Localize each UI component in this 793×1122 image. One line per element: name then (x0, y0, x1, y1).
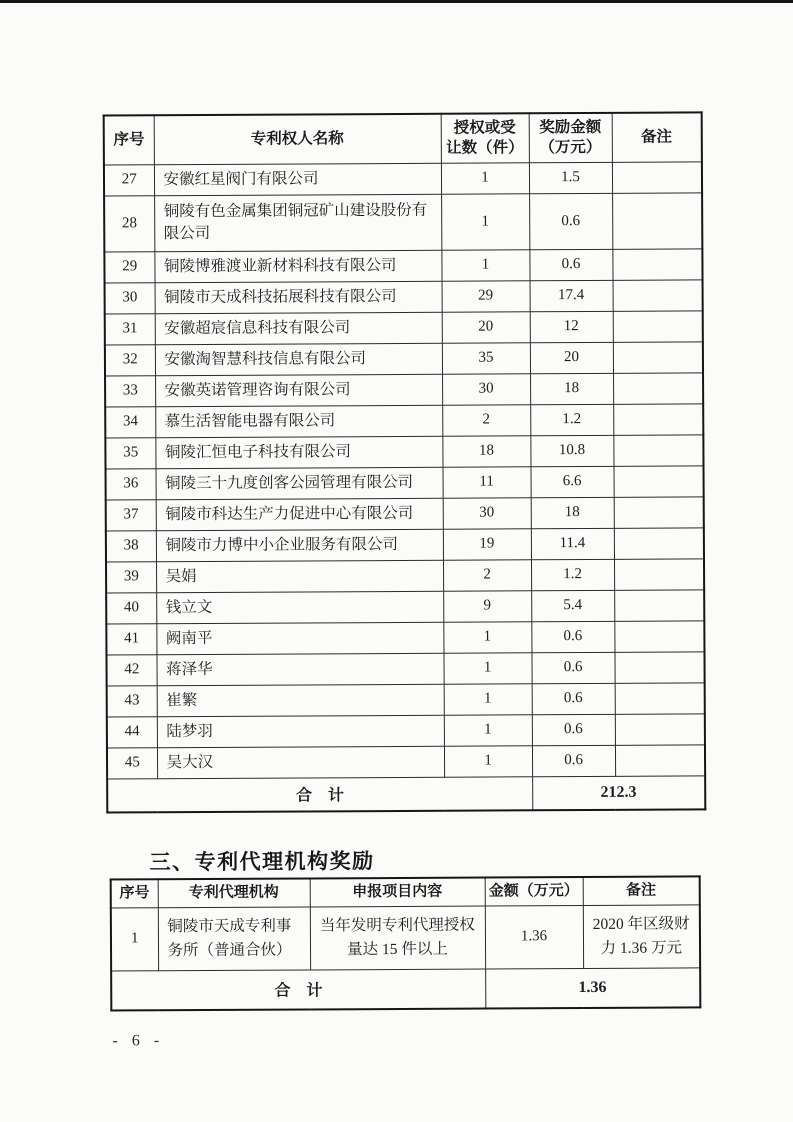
cell-grant-count: 1 (443, 652, 531, 683)
cell-patentee-name: 铜陵汇恒电子科技有限公司 (155, 436, 442, 469)
cell-grant-count: 1 (444, 745, 532, 776)
cell-reward-amount: 0.6 (529, 193, 612, 249)
table-row (107, 682, 705, 716)
cell-grant-count: 20 (442, 311, 530, 342)
cell-reward-amount: 10.8 (530, 435, 613, 466)
cell-index: 43 (107, 685, 157, 716)
header-index: 序号 (104, 115, 154, 164)
header-project-content: 申报项目内容 (310, 878, 485, 907)
cell-grant-count: 1 (441, 249, 529, 280)
cell-grant-count: 9 (443, 590, 531, 621)
header-amount: 金额（万元） (485, 877, 583, 906)
cell-grant-count: 35 (442, 342, 530, 373)
table-header (111, 876, 700, 907)
table-row (106, 589, 704, 623)
cell-index: 34 (105, 406, 155, 437)
cell-reward-amount: 1.2 (531, 559, 614, 590)
table-header (104, 112, 702, 164)
table-row (104, 192, 702, 251)
cell-reward-amount: 0.6 (529, 249, 612, 280)
cell-remark (614, 620, 704, 651)
cell-remark (613, 279, 703, 310)
cell-reward-amount: 0.6 (532, 714, 615, 745)
total-amount: 1.36 (485, 967, 700, 1008)
header-patentee-name: 专利权人名称 (154, 114, 441, 165)
cell-index: 40 (106, 592, 156, 623)
cell-grant-count: 1 (443, 621, 531, 652)
cell-grant-count: 30 (443, 497, 531, 528)
cell-remark (612, 248, 702, 279)
cell-reward-amount: 18 (530, 373, 613, 404)
header-agency-name: 专利代理机构 (158, 878, 310, 907)
cell-reward-amount: 11.4 (531, 528, 614, 559)
cell-remark (612, 161, 702, 192)
cell-index: 44 (107, 716, 157, 747)
patent-owner-reward-table (103, 111, 707, 813)
cell-index: 36 (106, 468, 156, 499)
section-heading: 三、专利代理机构奖励 (149, 850, 375, 875)
patent-agency-reward-table (110, 875, 702, 1011)
cell-remark (615, 682, 705, 713)
cell-remark (613, 310, 703, 341)
cell-patentee-name: 铜陵博雅渡业新材料科技有限公司 (154, 250, 441, 283)
cell-reward-amount: 18 (531, 497, 614, 528)
table-row (111, 904, 700, 970)
cell-index: 27 (104, 164, 154, 195)
cell-patentee-name: 铜陵市天成科技拓展科技有限公司 (155, 281, 442, 314)
cell-grant-count: 1 (444, 683, 532, 714)
cell-grant-count: 29 (442, 280, 530, 311)
cell-grant-count: 1 (441, 193, 529, 249)
cell-remark (613, 403, 703, 434)
cell-grant-count: 1 (444, 714, 532, 745)
table-row (106, 527, 704, 561)
table-row (105, 372, 703, 406)
cell-reward-amount: 0.6 (531, 652, 614, 683)
cell-remark (614, 527, 704, 558)
cell-index: 45 (107, 747, 157, 778)
cell-reward-amount: 12 (530, 311, 613, 342)
cell-patentee-name: 慕生活智能电器有限公司 (155, 405, 442, 438)
cell-patentee-name: 铜陵三十九度创客公园管理有限公司 (156, 467, 443, 500)
header-remark: 备注 (612, 112, 702, 161)
cell-index: 39 (106, 561, 156, 592)
header-row (111, 876, 700, 907)
table-footer (107, 775, 705, 812)
header-grant-count: 授权或受 让数（件） (441, 113, 529, 162)
cell-amount: 1.36 (485, 905, 583, 969)
cell-remark (614, 465, 704, 496)
table-row (106, 558, 704, 592)
cell-patentee-name: 安徽超宸信息科技有限公司 (155, 312, 442, 345)
cell-grant-count: 11 (443, 466, 531, 497)
cell-patentee-name: 安徽红星阀门有限公司 (154, 163, 441, 196)
cell-remark (614, 589, 704, 620)
cell-remark (613, 434, 703, 465)
header-reward-amount: 奖励金额 （万元） (529, 113, 612, 162)
cell-reward-amount: 6.6 (531, 466, 614, 497)
table-body (111, 904, 700, 970)
cell-index: 30 (105, 282, 155, 313)
table-row (104, 161, 702, 195)
cell-remark (615, 713, 705, 744)
cell-reward-amount: 0.6 (532, 745, 615, 776)
cell-patentee-name: 吴大汉 (157, 746, 444, 779)
cell-remark: 2020 年区级财 力 1.36 万元 (583, 904, 700, 968)
cell-index: 35 (105, 437, 155, 468)
table-row (106, 465, 704, 499)
header-index: 序号 (111, 879, 158, 907)
table-row (107, 744, 705, 778)
cell-index: 37 (106, 499, 156, 530)
cell-patentee-name: 吴娟 (156, 560, 443, 593)
total-label: 合 计 (111, 969, 485, 1011)
total-row (111, 967, 700, 1010)
total-label: 合 计 (107, 776, 532, 812)
header-remark: 备注 (583, 876, 700, 905)
header-row (104, 112, 702, 164)
table-row (105, 403, 703, 437)
cell-agency-name: 铜陵市天成专利事务所（普通合伙） (158, 906, 310, 970)
cell-index: 32 (105, 344, 155, 375)
cell-grant-count: 2 (442, 404, 530, 435)
cell-remark (614, 558, 704, 589)
total-row (107, 775, 705, 812)
cell-reward-amount: 0.6 (531, 621, 614, 652)
cell-reward-amount: 1.5 (529, 162, 612, 193)
table-row (106, 620, 704, 654)
cell-index: 42 (106, 654, 156, 685)
cell-reward-amount: 0.6 (532, 683, 615, 714)
table-row (106, 496, 704, 530)
cell-index: 38 (106, 530, 156, 561)
table-row (105, 341, 703, 375)
cell-grant-count: 30 (442, 373, 530, 404)
cell-grant-count: 19 (443, 528, 531, 559)
cell-remark (615, 744, 705, 775)
cell-patentee-name: 钱立文 (156, 591, 443, 624)
cell-patentee-name: 铜陵市力博中小企业服务有限公司 (156, 529, 443, 562)
table-footer (111, 967, 700, 1010)
table-row (106, 651, 704, 685)
cell-grant-count: 18 (442, 435, 530, 466)
cell-index: 33 (105, 375, 155, 406)
cell-reward-amount: 20 (530, 342, 613, 373)
cell-grant-count: 2 (443, 559, 531, 590)
cell-patentee-name: 铜陵有色金属集团铜冠矿山建设股份有限公司 (154, 194, 441, 252)
cell-reward-amount: 17.4 (530, 280, 613, 311)
cell-patentee-name: 铜陵市科达生产力促进中心有限公司 (156, 498, 443, 531)
table-row (105, 310, 703, 344)
cell-patentee-name: 安徽英诺管理咨询有限公司 (155, 374, 442, 407)
cell-reward-amount: 1.2 (530, 404, 613, 435)
cell-patentee-name: 阙南平 (156, 622, 443, 655)
cell-patentee-name: 蒋泽华 (156, 653, 443, 686)
cell-grant-count: 1 (441, 162, 529, 193)
cell-reward-amount: 5.4 (531, 590, 614, 621)
table-body (104, 161, 705, 778)
cell-index: 29 (104, 251, 154, 282)
cell-patentee-name: 陆梦羽 (157, 715, 444, 748)
page-number: - 6 - (112, 1032, 165, 1050)
total-amount: 212.3 (532, 775, 705, 810)
cell-remark (613, 372, 703, 403)
cell-index: 1 (111, 907, 158, 970)
cell-project-content: 当年发明专利代理授权量达 15 件以上 (310, 906, 485, 970)
table-row (107, 713, 705, 747)
cell-index: 31 (105, 313, 155, 344)
cell-patentee-name: 崔繁 (157, 684, 444, 717)
cell-remark (614, 496, 704, 527)
cell-index: 28 (104, 195, 154, 251)
table-row (105, 279, 703, 313)
cell-index: 41 (106, 623, 156, 654)
cell-remark (612, 192, 702, 248)
table-row (104, 248, 702, 282)
table-row (105, 434, 703, 468)
cell-remark (613, 341, 703, 372)
cell-patentee-name: 安徽淘智慧科技信息有限公司 (155, 343, 442, 376)
cell-remark (614, 651, 704, 682)
